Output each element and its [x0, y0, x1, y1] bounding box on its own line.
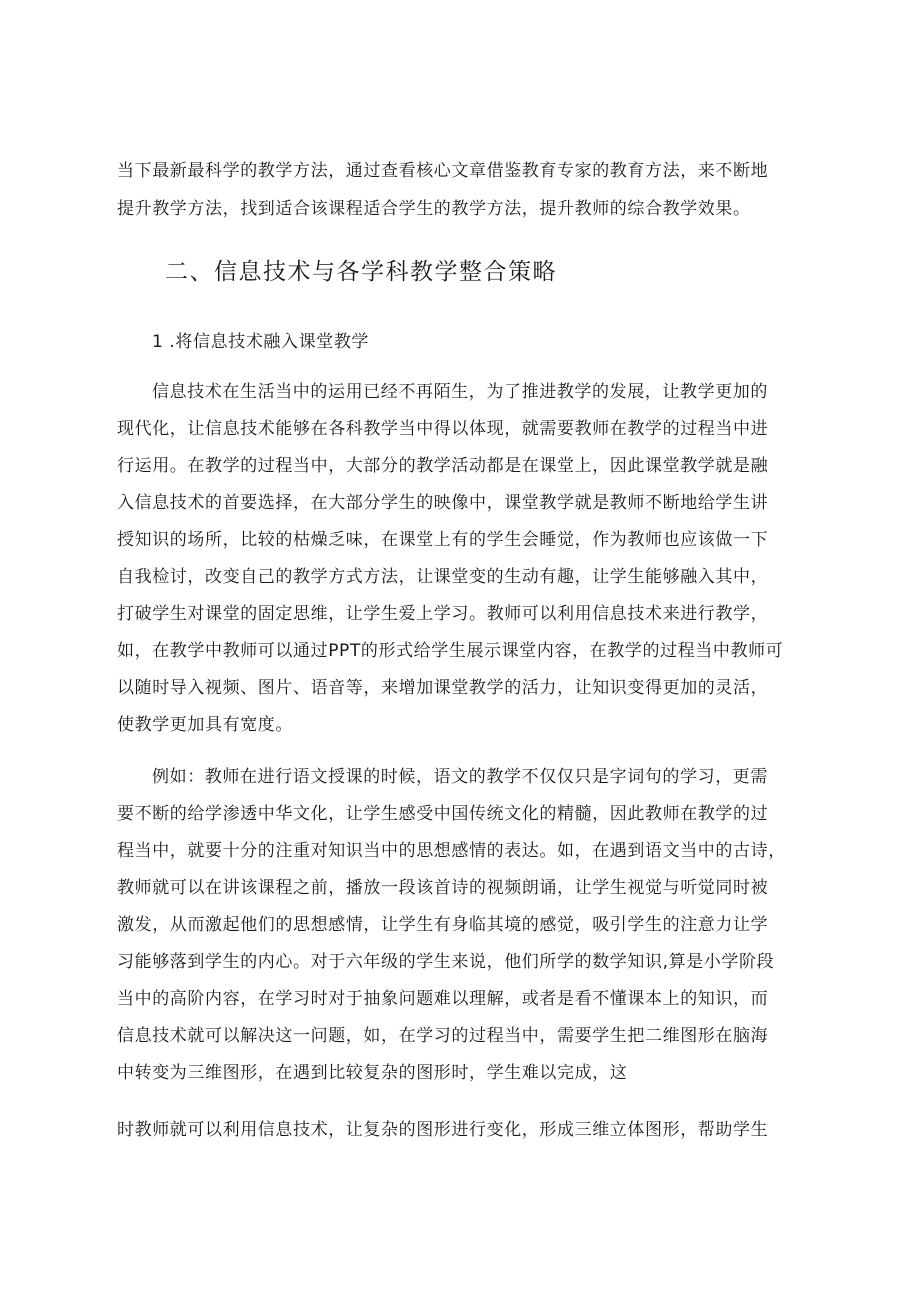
- paragraph1-line-6: 自我检讨，改变自己的教学方式方法，让课堂变的生动有趣，让学生能够融入其中，: [117, 567, 769, 587]
- paragraph1-line-3: 行运用。在教学的过程当中，大部分的教学活动都是在课堂上，因此课堂教学就是融: [117, 456, 769, 476]
- paragraph2-line-6: 习能够落到学生的内心。对于六年级的学生来说，他们所学的数学知识,算是小学阶段: [117, 952, 775, 972]
- next-page-line: 时教师就可以利用信息技术，让复杂的图形进行变化，形成三维立体图形，帮助学生: [117, 1120, 769, 1140]
- intro-line-2: 提升教学方法，找到适合该课程适合学生的教学方法，提升教师的综合教学效果。: [117, 199, 751, 219]
- paragraph1-line-10: 使教学更加具有宽度。: [117, 715, 293, 735]
- paragraph2-line-8: 信息技术就可以解决这一问题，如，在学习的过程当中，需要学生把二维图形在脑海: [117, 1026, 769, 1046]
- paragraph2-line-5: 激发，从而激起他们的思想感情，让学生有身临其境的感觉，吸引学生的注意力让学: [117, 915, 769, 935]
- paragraph1-line-5: 授知识的场所，比较的枯燥乏味，在课堂上有的学生会睡觉，作为教师也应该做一下: [117, 530, 769, 550]
- subsection-heading: 1 .将信息技术融入课堂教学: [152, 332, 370, 352]
- paragraph1-line-4: 入信息技术的首要选择，在大部分学生的映像中，课堂教学就是教师不断地给学生讲: [117, 493, 769, 513]
- paragraph2-line-1: 例如：教师在进行语文授课的时候，语文的教学不仅仅只是字词句的学习，更需: [152, 767, 768, 787]
- paragraph2-line-7: 当中的高阶内容，在学习时对于抽象问题难以理解，或者是看不懂课本上的知识，而: [117, 989, 769, 1009]
- paragraph1-line-9: 以随时导入视频、图片、语音等，来增加课堂教学的活力，让知识变得更加的灵活，: [117, 678, 769, 698]
- paragraph2-line-9: 中转变为三维图形，在遇到比较复杂的图形时，学生难以完成，这: [117, 1063, 628, 1083]
- section-heading: 二、信息技术与各学科教学整合策略: [165, 259, 557, 285]
- paragraph1-line-7: 打破学生对课堂的固定思维，让学生爱上学习。教师可以利用信息技术来进行教学，: [117, 604, 769, 624]
- paragraph1-line-2: 现代化，让信息技术能够在各科教学当中得以体现，就需要教师在教学的过程当中进: [117, 419, 769, 439]
- paragraph2-line-4: 教师就可以在讲该课程之前，播放一段该首诗的视频朗诵，让学生视觉与听觉同时被: [117, 878, 769, 898]
- paragraph1-line-1: 信息技术在生活当中的运用已经不再陌生，为了推进教学的发展，让教学更加的: [152, 382, 768, 402]
- paragraph1-line-8: 如，在教学中教师可以通过PPT的形式给学生展示课堂内容，在教学的过程当中教师可: [117, 641, 784, 661]
- paragraph2-line-2: 要不断的给学渗透中华文化，让学生感受中国传统文化的精髓，因此教师在教学的过: [117, 804, 769, 824]
- intro-line-1: 当下最新最科学的教学方法，通过查看核心文章借鉴教育专家的教育方法，来不断地: [117, 161, 769, 181]
- paragraph2-line-3: 程当中，就要十分的注重对知识当中的思想感情的表达。如，在遇到语文当中的古诗，: [117, 841, 786, 861]
